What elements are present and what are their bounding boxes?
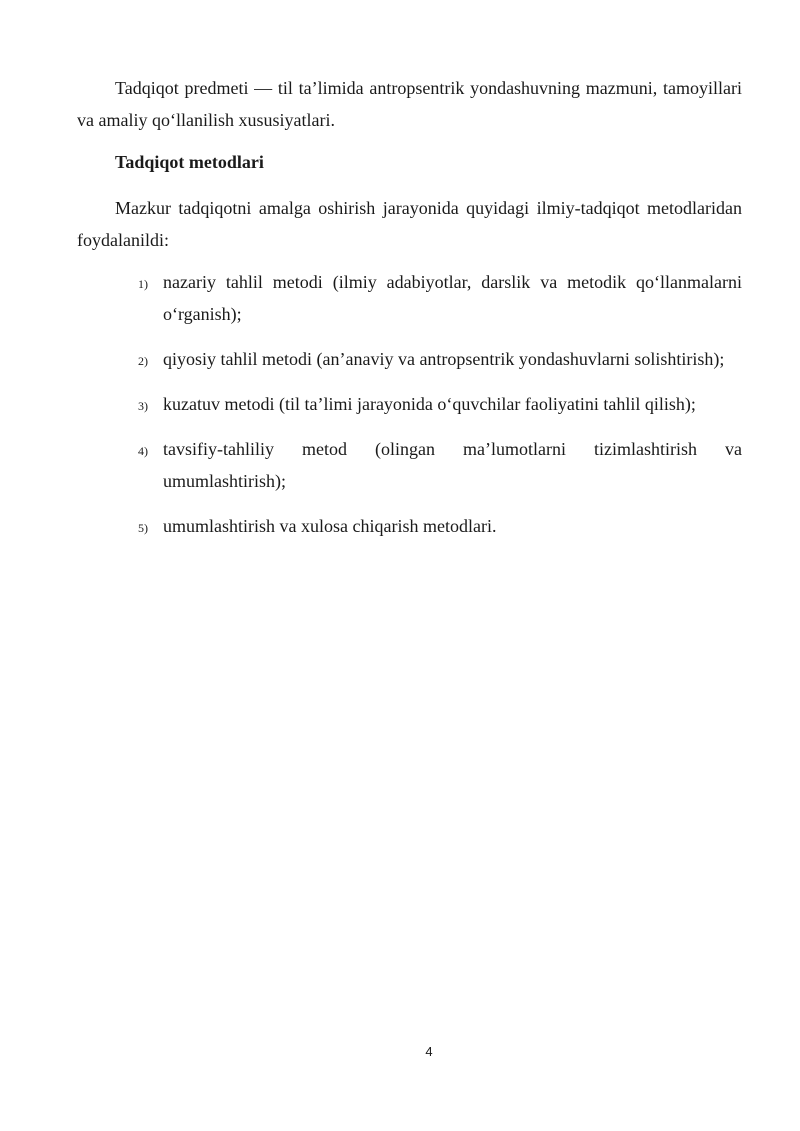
list-item-text: umumlashtirish va xulosa chiqarish metodlari. [163,516,497,536]
methods-list [0,266,800,555]
subject-paragraph: Tadqiqot predmeti — til ta’limida antropsentrik yondashuvning mazmuni, tamoyillari va amaliy qo‘llanilish xususiyatlari. [77,78,742,130]
list-item-number: 3) [138,399,148,413]
list-item-text: kuzatuv metodi (til ta’limi jarayonida o‘quvchilar faoliyatini tahlil qilish); [163,394,696,414]
list-item-text: nazariy tahlil metodi (ilmiy adabiyotlar, darslik va metodik qo‘llanmalarni o‘rganish); [163,272,742,324]
list-item-number: 2) [138,354,148,368]
list-item [0,388,742,420]
list-item [0,266,742,330]
methods-intro-paragraph: Mazkur tadqiqotni amalga oshirish jarayonida quyidagi ilmiy-tadqiqot metodlaridan foydalanildi: [77,198,742,250]
list-item [0,433,742,497]
list-item-text: qiyosiy tahlil metodi (an’anaviy va antropsentrik yondashuvlarni solishtirish); [163,349,725,369]
list-item [0,343,742,375]
list-item-text: tavsifiy-tahliliy metod (olingan ma’lumotlarni tizimlashtirish va umumlashtirish); [163,439,742,491]
list-item-number: 5) [138,521,148,535]
list-item-number: 4) [138,444,148,458]
list-item-number: 1) [138,277,148,291]
methods-heading: Tadqiqot metodlari [115,152,264,172]
list-item [0,510,742,542]
page-number: 4 [425,1044,433,1059]
